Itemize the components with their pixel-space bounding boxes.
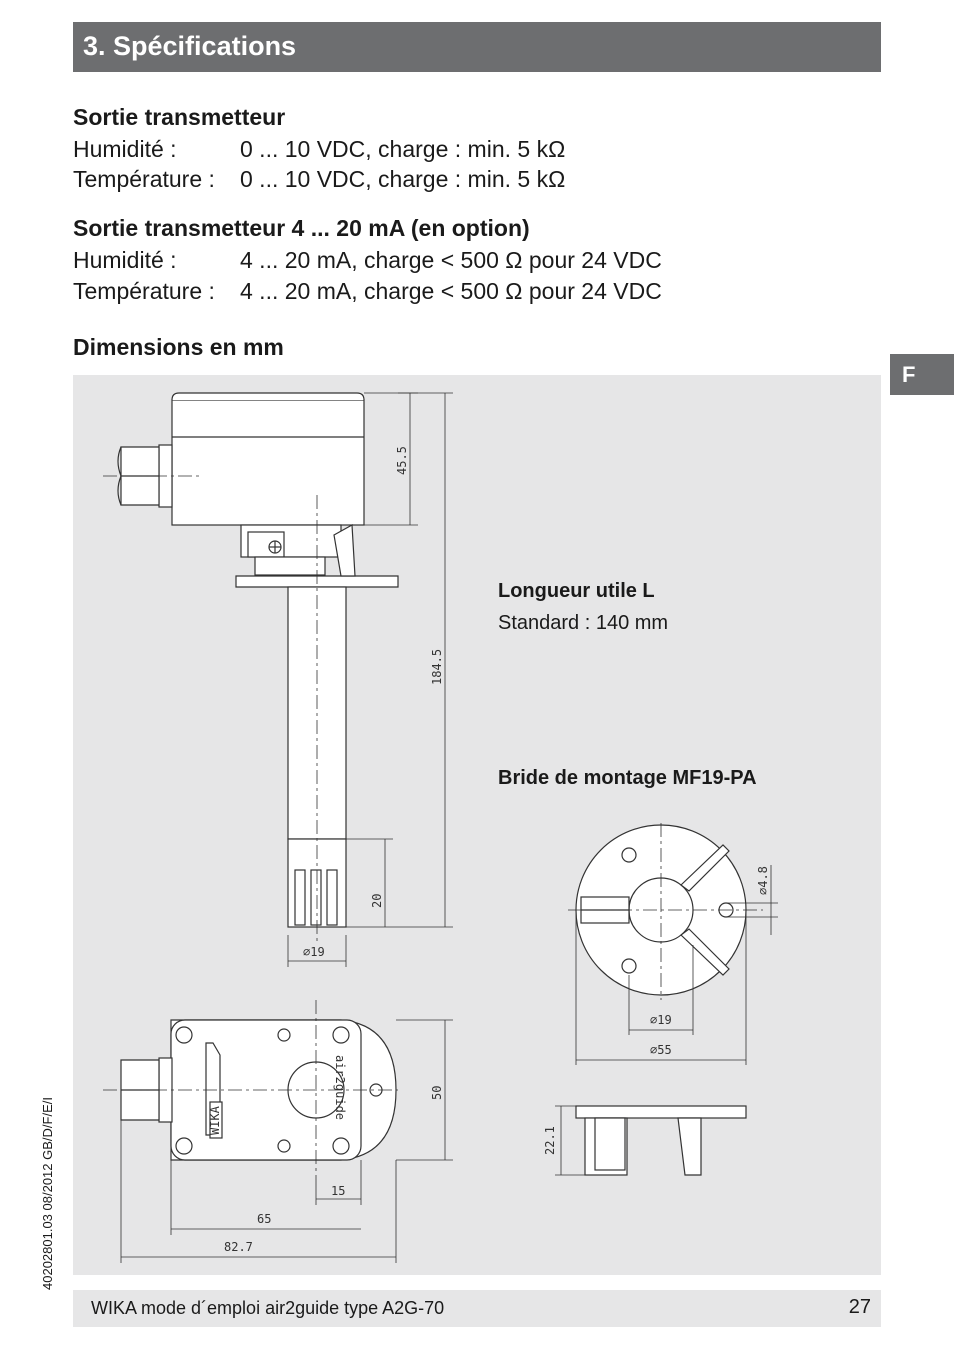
side-view xyxy=(103,393,453,967)
output-title: Sortie transmetteur xyxy=(73,104,286,130)
language-tab: F xyxy=(890,354,954,395)
top-view xyxy=(103,1000,453,1263)
document-code: 40202801.03 08/2012 GB/D/F/E/I xyxy=(40,1097,55,1290)
dim-50: 50 xyxy=(430,1085,444,1100)
flange-title: Bride de montage MF19-PA xyxy=(498,767,757,789)
section-header xyxy=(73,22,881,72)
page-number: 27 xyxy=(848,1296,871,1318)
dim-45-5: 45.5 xyxy=(395,446,409,475)
dim-flange-diam-19: ⌀19 xyxy=(650,1013,672,1027)
dim-flange-diam-55: ⌀55 xyxy=(650,1043,672,1057)
dimensions-title: Dimensions en mm xyxy=(73,334,284,360)
length-value: Standard : 140 mm xyxy=(498,612,669,634)
flange-side-view xyxy=(543,1106,746,1175)
dim-15: 15 xyxy=(331,1184,346,1198)
wika-logo: WIKA xyxy=(208,1106,222,1135)
footer-text: WIKA mode d´emploi air2guide type A2G-70 xyxy=(91,1298,445,1318)
dim-184-5: 184.5 xyxy=(430,648,444,685)
technical-drawing xyxy=(73,375,881,1275)
dim-82-7: 82.7 xyxy=(224,1240,253,1254)
page-title: 3. Spécifications xyxy=(83,31,297,61)
air2guide-logo: air2guide xyxy=(333,1055,347,1121)
footer xyxy=(73,1290,881,1327)
dim-diam-19: ⌀19 xyxy=(303,945,325,959)
dim-65: 65 xyxy=(257,1212,272,1226)
dim-20: 20 xyxy=(370,893,384,908)
flange-top-view xyxy=(568,823,778,1065)
output-ma-title: Sortie transmetteur 4 ... 20 mA (en option) xyxy=(73,215,530,241)
length-title: Longueur utile L xyxy=(498,580,655,602)
dim-diam-4-8: ⌀4.8 xyxy=(756,866,770,895)
dim-22-1: 22.1 xyxy=(543,1126,557,1155)
